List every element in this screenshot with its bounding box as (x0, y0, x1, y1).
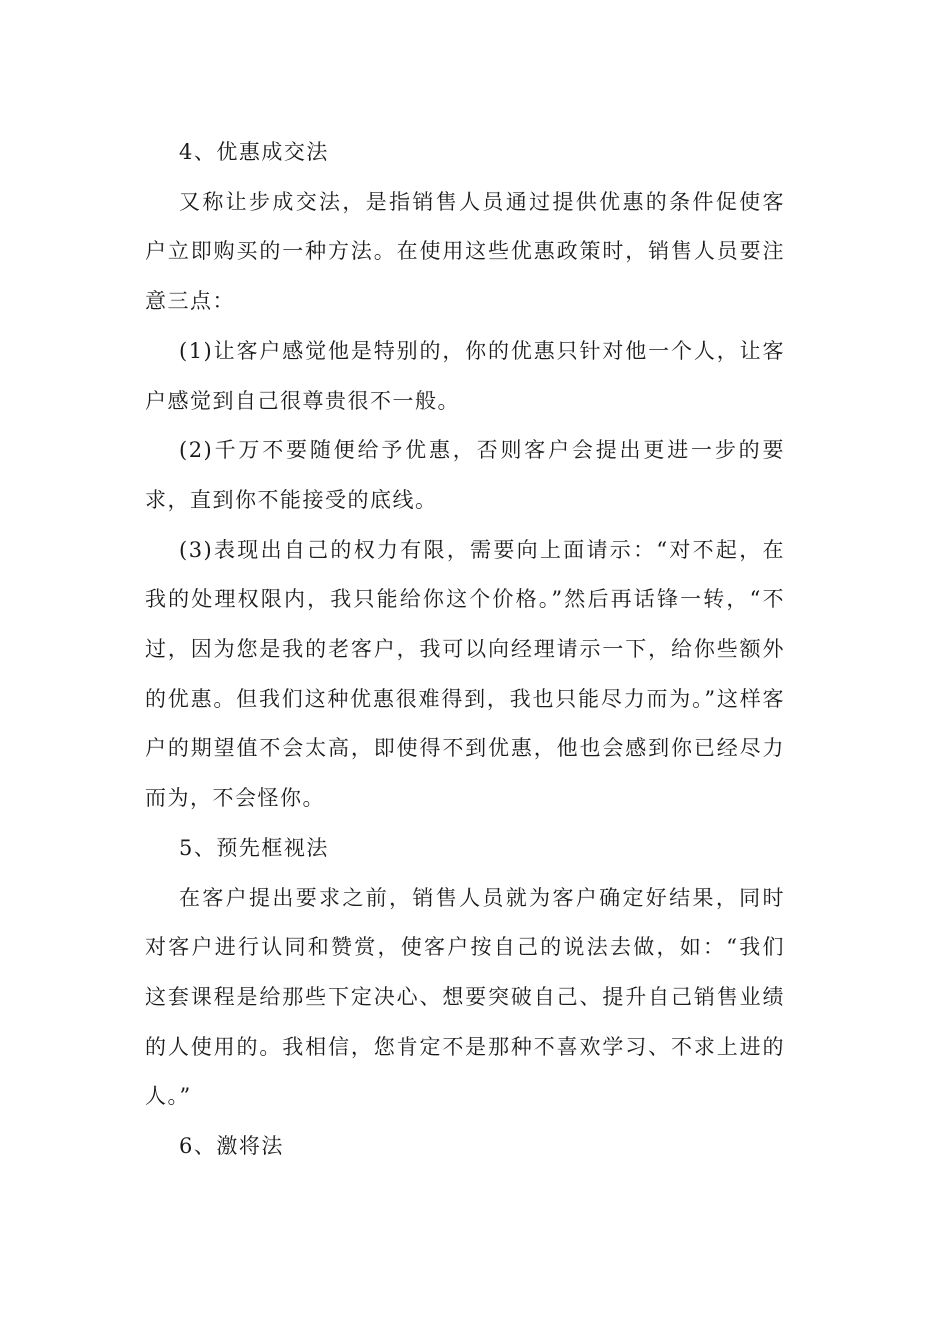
section-heading-6: 6、激将法 (179, 1134, 284, 1159)
paragraph-point-3: (3)表现出自己的权力有限，需要向上面请示：“对不起，在我的处理权限内，我只能给你这个价格。”然后再话锋一转，“不过，因为您是我的老客户，我可以向经理请示一下，给你些额外的优惠。但我们这种优惠很难得到，我也只能尽力而为。”这样客户的期望值不会太高，即使得不到优惠，他也会感到你已经尽力而为，不会怪你。 (145, 537, 785, 811)
paragraph-point-2: (2)千万不要随便给予优惠，否则客户会提出更进一步的要求，直到你不能接受的底线。 (145, 438, 785, 512)
paragraph-point-1: (1)让客户感觉他是特别的，你的优惠只针对他一个人，让客户感觉到自己很尊贵很不一般。 (145, 338, 785, 413)
section-heading-4: 4、优惠成交法 (179, 140, 329, 164)
paragraph-intro: 又称让步成交法，是指销售人员通过提供优惠的条件促使客户立即购买的一种方法。在使用这些优惠政策时，销售人员要注意三点： (145, 189, 785, 314)
section-heading-5: 5、预先框视法 (179, 835, 329, 860)
paragraph-preframe: 在客户提出要求之前，销售人员就为客户确定好结果，同时对客户进行认同和赞赏，使客户按自己的说法去做，如：“我们这套课程是给那些下定决心、想要突破自己、提升自己销售业绩的人使用的。我相信，您肯定不是那种不喜欢学习、不求上进的人。” (145, 885, 785, 1109)
document-body (145, 128, 785, 1172)
